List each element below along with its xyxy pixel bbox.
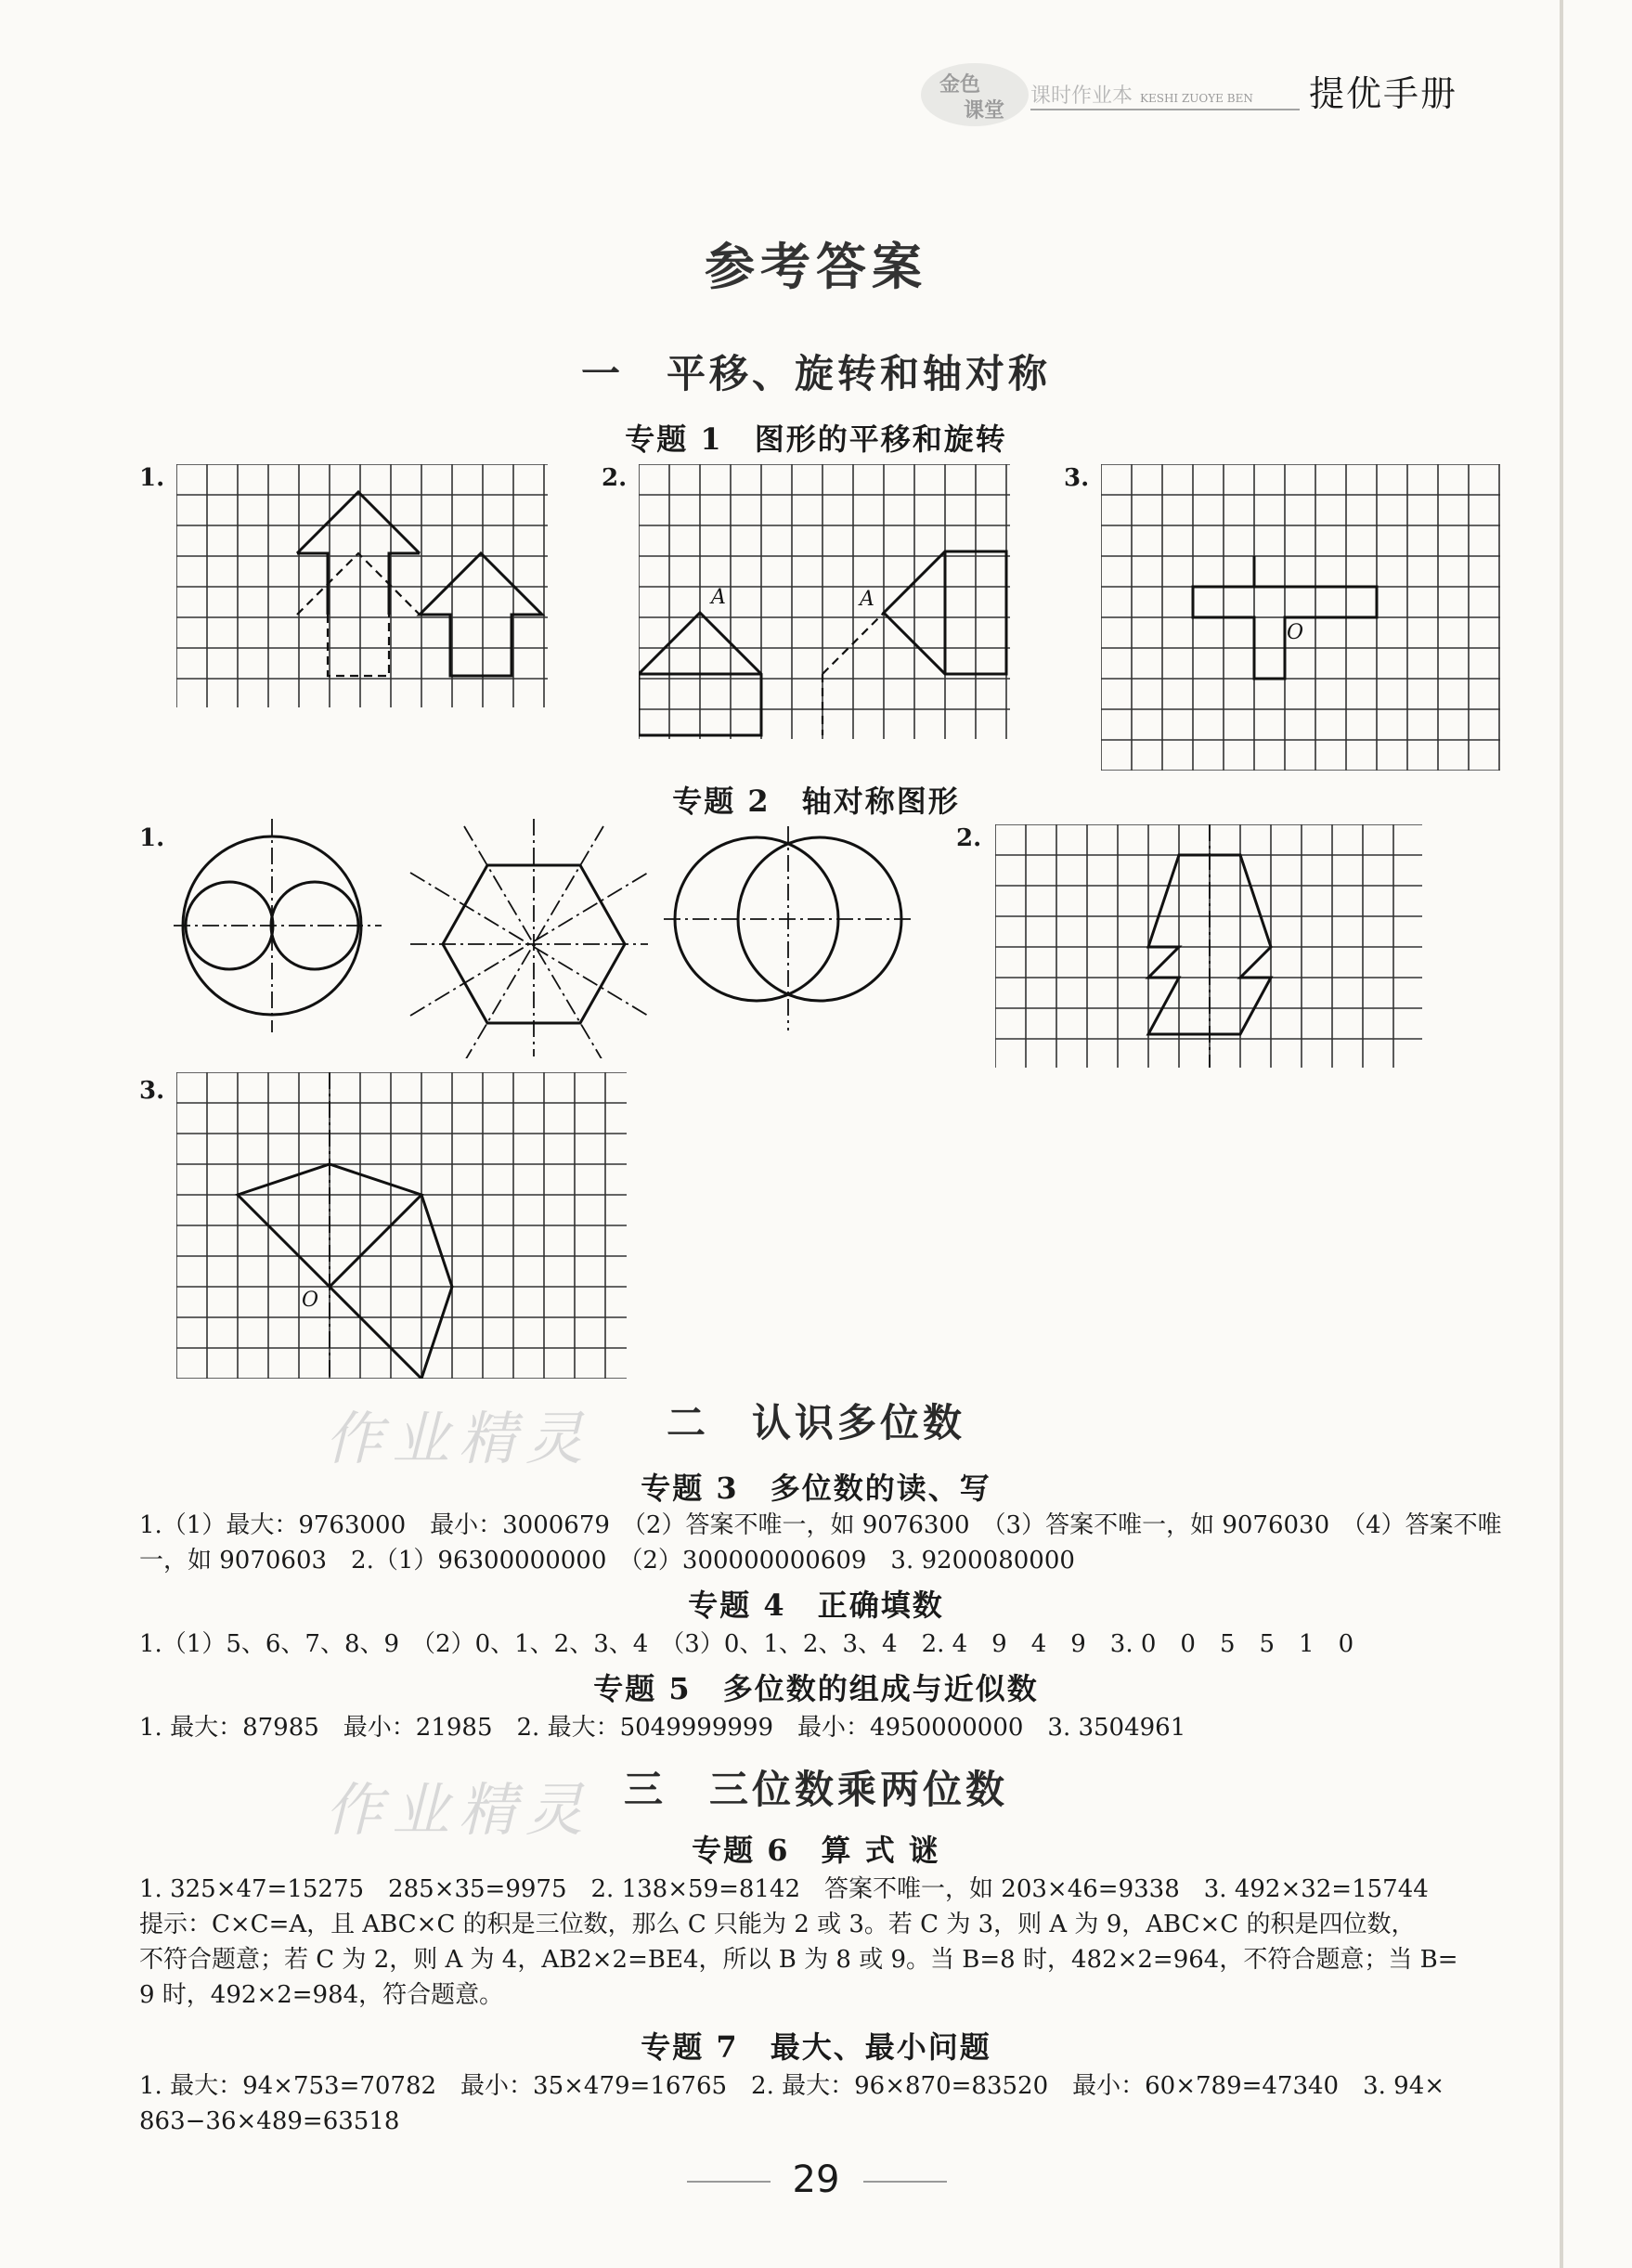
answer-line: 863−36×489=63518 bbox=[139, 2107, 400, 2135]
center-label: O bbox=[1287, 621, 1304, 644]
answer-line: 1.（1）5、6、7、8、9 （2）0、1、2、3、4 （3）0、1、2、3、4 2. 4 9 4 9 3. 0 0 5 5 1 0 bbox=[139, 1630, 1354, 1658]
rotated-house bbox=[884, 551, 1006, 674]
answer-line: 1. 最大：94×753=70782 最小：35×479=16765 2. 最大：96×870=83520 最小：60×789=47340 3. 94× bbox=[139, 2072, 1445, 2100]
series-logo bbox=[919, 56, 1309, 130]
chapter-title: 二 认识多位数 bbox=[666, 1400, 965, 1445]
grid-lines bbox=[639, 464, 1010, 739]
chapter-title: 三 三位数乘两位数 bbox=[623, 1767, 1008, 1812]
question-number: 2. bbox=[602, 464, 628, 492]
answer-line: 1. 最大：87985 最小：21985 2. 最大：5049999999 最小：4950000000 3. 3504961 bbox=[139, 1714, 1186, 1742]
question-number: 1. bbox=[139, 464, 165, 492]
answer-line: 一，如 9070603 2.（1）96300000000 （2）300000000609 3. 9200080000 bbox=[139, 1547, 1075, 1575]
header-title: 提优手册 bbox=[1309, 73, 1458, 114]
answer-line: 9 时，492×2=984，符合题意。 bbox=[139, 1981, 504, 2009]
question-number: 3. bbox=[1064, 464, 1090, 492]
grid-figure-1 bbox=[176, 464, 548, 707]
point-label: A bbox=[711, 586, 726, 609]
logo-text-1: 金色 bbox=[939, 72, 981, 97]
page-edge bbox=[1560, 0, 1563, 2268]
rotated-shape bbox=[238, 1164, 452, 1379]
grid-figure-sym-2 bbox=[995, 824, 1422, 1068]
symmetry-overlap-circles bbox=[664, 817, 914, 1040]
question-number: 1. bbox=[139, 824, 165, 852]
point-label: A bbox=[860, 588, 874, 611]
symmetry-circles bbox=[172, 817, 395, 1040]
topic-title: 专题 3 多位数的读、写 bbox=[641, 1471, 991, 1506]
topic-title: 专题 4 正确填数 bbox=[688, 1588, 944, 1623]
page-title: 参考答案 bbox=[705, 237, 927, 296]
chapter-title: 一 平移、旋转和轴对称 bbox=[580, 351, 1051, 396]
logo-pinyin: KESHI ZUOYE BEN bbox=[1140, 92, 1253, 105]
topic-title: 专题 5 多位数的组成与近似数 bbox=[593, 1671, 1039, 1706]
arrow-shape-top bbox=[297, 492, 420, 553]
arrow-shape-moved bbox=[420, 553, 542, 676]
grid-figure-sym-3 bbox=[176, 1072, 627, 1379]
logo-series: 课时作业本 bbox=[1030, 84, 1133, 108]
grid-lines bbox=[176, 1072, 627, 1379]
grid-lines bbox=[995, 824, 1422, 1068]
center-label: O bbox=[302, 1289, 319, 1312]
watermark: 作业精灵 bbox=[325, 1776, 593, 1844]
arrow-shape-original bbox=[297, 553, 420, 676]
question-number: 2. bbox=[956, 824, 982, 852]
answer-line: 1. 325×47=15275 285×35=9975 2. 138×59=8142 答案不唯一，如 203×46=9338 3. 492×32=15744 bbox=[139, 1875, 1429, 1903]
grid-figure-2 bbox=[639, 464, 1010, 739]
topic-title: 专题 1 图形的平移和旋转 bbox=[625, 421, 1007, 457]
topic-title: 专题 6 算 式 谜 bbox=[692, 1833, 940, 1868]
symmetry-hexagon bbox=[408, 817, 650, 1058]
question-number: 3. bbox=[139, 1077, 165, 1105]
topic-title: 专题 2 轴对称图形 bbox=[672, 784, 960, 819]
answer-line: 1.（1）最大：9763000 最小：3000679 （2）答案不唯一，如 9076300 （3）答案不唯一，如 9076030 （4）答案不唯 bbox=[139, 1511, 1502, 1539]
watermark: 作业精灵 bbox=[325, 1405, 593, 1472]
grid-figure-3 bbox=[1101, 464, 1500, 771]
logo-text-2: 课堂 bbox=[964, 98, 1005, 123]
grid-lines bbox=[176, 464, 548, 707]
topic-title: 专题 7 最大、最小问题 bbox=[641, 2029, 991, 2065]
page-number: 29 bbox=[792, 2158, 840, 2201]
answer-line: 不符合题意；若 C 为 2，则 A 为 4，AB2×2=BE4，所以 B 为 8 或 9。当 B=8 时，482×2=964，不符合题意；当 B= bbox=[139, 1946, 1458, 1974]
answer-line: 提示：C×C=A，且 ABC×C 的积是三位数，那么 C 只能为 2 或 3。若 C 为 3，则 A 为 9，ABC×C 的积是四位数， bbox=[139, 1911, 1416, 1938]
